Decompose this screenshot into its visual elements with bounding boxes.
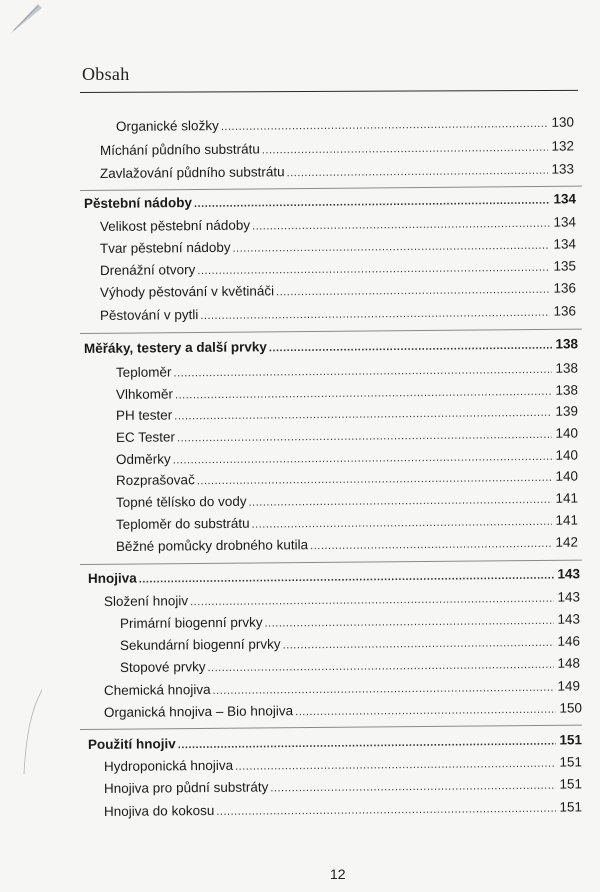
toc-entry-label: Odměrky bbox=[115, 451, 171, 467]
dot-leader bbox=[283, 634, 555, 655]
dot-leader bbox=[173, 361, 552, 383]
toc-entry-label: Teploměr bbox=[115, 364, 172, 380]
dot-leader bbox=[200, 304, 550, 325]
toc-entry-label: EC Tester bbox=[115, 429, 176, 445]
dot-leader bbox=[295, 701, 557, 722]
toc-section-page: 138 bbox=[555, 336, 579, 352]
dot-leader bbox=[262, 139, 549, 160]
toc-section-page: 151 bbox=[559, 732, 583, 748]
dot-leader bbox=[270, 777, 556, 798]
toc-entry-label: Topné tělísko do vody bbox=[115, 493, 247, 510]
toc-entry-label: Tvar pěstební nádoby bbox=[99, 239, 231, 256]
toc-entry-label: Zavlažování půdního substrátu bbox=[99, 164, 285, 181]
toc-entry-page: 143 bbox=[557, 611, 581, 627]
dot-leader bbox=[212, 679, 554, 700]
toc-entry-label: Sekundární biogenní prvky bbox=[119, 636, 281, 653]
toc-entry[interactable] bbox=[116, 360, 578, 383]
toc-entry-page: 138 bbox=[555, 382, 579, 398]
toc-entry[interactable] bbox=[104, 677, 580, 701]
dot-leader bbox=[276, 281, 551, 302]
toc-entry-label: Hnojiva do kokosu bbox=[103, 802, 215, 819]
toc-entry-page: 146 bbox=[557, 633, 581, 649]
toc-entry[interactable] bbox=[100, 257, 576, 281]
toc-entry-label: Běžné pomůcky drobného kutila bbox=[115, 537, 309, 554]
toc-entry[interactable] bbox=[104, 753, 582, 777]
toc-entry[interactable] bbox=[104, 699, 582, 723]
toc-entry-label: Pěstování v pytli bbox=[99, 307, 199, 323]
toc-entry-page: 133 bbox=[551, 161, 575, 177]
toc-entry-page: 139 bbox=[555, 403, 579, 419]
dot-leader bbox=[269, 337, 553, 358]
dot-leader bbox=[174, 404, 552, 426]
dot-leader bbox=[287, 162, 549, 183]
section-separator bbox=[80, 560, 582, 565]
toc-entry[interactable] bbox=[120, 611, 580, 634]
dot-leader bbox=[197, 469, 553, 490]
section-separator bbox=[80, 725, 582, 730]
toc-section[interactable] bbox=[84, 190, 576, 214]
toc-entry[interactable] bbox=[116, 447, 578, 470]
toc-section-label: Použití hnojiv bbox=[87, 736, 176, 752]
dot-leader bbox=[173, 448, 553, 470]
toc-section[interactable] bbox=[84, 335, 578, 359]
toc-entry-page: 148 bbox=[557, 655, 581, 671]
toc-entry[interactable] bbox=[116, 490, 578, 513]
toc-entry[interactable] bbox=[120, 633, 580, 656]
toc-entry-label: Velikost pěstební nádoby bbox=[99, 217, 251, 234]
toc-entry-label: Drenážní otvory bbox=[99, 262, 196, 278]
dot-leader bbox=[139, 567, 555, 589]
toc-entry[interactable] bbox=[116, 114, 574, 137]
toc-entry-page: 141 bbox=[555, 512, 579, 528]
dot-leader bbox=[221, 115, 549, 136]
dot-leader bbox=[264, 612, 554, 633]
toc-entry[interactable] bbox=[116, 468, 578, 491]
toc-entry-page: 151 bbox=[559, 776, 583, 792]
toc-entry[interactable] bbox=[104, 798, 582, 822]
toc-section-page: 143 bbox=[557, 566, 581, 582]
toc-entry-page: 138 bbox=[555, 360, 579, 376]
dot-leader bbox=[249, 491, 553, 512]
toc-entry-page: 151 bbox=[559, 799, 583, 815]
toc-entry[interactable] bbox=[116, 512, 578, 535]
dot-leader bbox=[194, 192, 551, 213]
dot-leader bbox=[177, 426, 553, 448]
toc-entry-label: Míchání půdního substrátu bbox=[99, 141, 260, 158]
toc-entry-label: Teploměr do substrátu bbox=[115, 515, 250, 532]
page-number: 12 bbox=[330, 866, 346, 882]
dot-leader bbox=[175, 383, 553, 405]
toc-section[interactable] bbox=[88, 731, 582, 755]
toc-entry-page: 143 bbox=[557, 589, 581, 605]
toc-entry-label: Organická hnojiva – Bio hnojiva bbox=[103, 703, 294, 720]
toc-entry-label: Hydroponická hnojiva bbox=[103, 757, 234, 774]
toc-entry-label: Rozprašovač bbox=[115, 472, 195, 488]
toc-entry-label: Organické složky bbox=[115, 118, 219, 134]
toc-entry-page: 134 bbox=[553, 236, 577, 252]
toc-entry-page: 136 bbox=[553, 303, 577, 319]
toc-section-label: Pěstební nádoby bbox=[83, 194, 193, 211]
toc-entry[interactable] bbox=[116, 425, 578, 448]
toc-entry-page: 149 bbox=[557, 678, 581, 694]
dot-leader bbox=[207, 656, 554, 677]
dot-leader bbox=[310, 535, 553, 555]
toc-entry[interactable] bbox=[116, 403, 578, 426]
toc-entry-label: Hnojiva pro půdní substráty bbox=[103, 779, 269, 796]
toc-entry[interactable] bbox=[100, 213, 576, 237]
toc-entry-label: Stopové prvky bbox=[119, 659, 206, 675]
toc-entry-page: 134 bbox=[553, 214, 577, 230]
toc-entry-label: Chemická hnojiva bbox=[103, 681, 211, 698]
dot-leader bbox=[251, 513, 552, 534]
toc-entry[interactable] bbox=[116, 534, 578, 557]
toc-entry[interactable] bbox=[100, 302, 576, 326]
toc-entry-page: 135 bbox=[553, 258, 577, 274]
dot-leader bbox=[197, 259, 550, 280]
section-separator bbox=[80, 329, 582, 334]
toc-entry-label: Výhody pěstování v květináči bbox=[99, 283, 275, 300]
toc-entry[interactable] bbox=[104, 588, 580, 612]
toc-entry[interactable] bbox=[100, 137, 574, 161]
toc-section-label: Měřáky, testery a další prvky bbox=[83, 339, 267, 356]
toc-entry[interactable] bbox=[100, 279, 576, 303]
toc-entry-page: 141 bbox=[555, 490, 579, 506]
dot-leader bbox=[252, 215, 551, 236]
toc-section[interactable] bbox=[88, 565, 580, 589]
toc-entry[interactable] bbox=[120, 655, 580, 678]
toc-entry-page: 130 bbox=[551, 114, 575, 130]
dot-leader bbox=[233, 237, 551, 258]
toc-entry-page: 140 bbox=[555, 468, 579, 484]
toc-entry-page: 140 bbox=[555, 447, 579, 463]
dot-leader bbox=[235, 755, 557, 776]
page-header-title: Obsah bbox=[82, 64, 130, 84]
toc-entry-label: Vlhkoměr bbox=[115, 386, 174, 402]
dot-leader bbox=[216, 800, 556, 821]
toc-entry-page: 136 bbox=[553, 280, 577, 296]
dot-leader bbox=[178, 733, 557, 755]
toc-entry-page: 151 bbox=[559, 754, 583, 770]
toc-entry[interactable] bbox=[100, 160, 574, 184]
toc-entry-label: PH tester bbox=[115, 407, 173, 423]
toc-entry-label: Složení hnojiv bbox=[103, 593, 189, 609]
toc-section-label: Hnojiva bbox=[87, 570, 137, 586]
toc-entry-label: Primární biogenní prvky bbox=[119, 614, 263, 631]
dot-leader bbox=[190, 590, 555, 611]
toc-entry[interactable] bbox=[100, 235, 576, 259]
toc-entry-page: 150 bbox=[559, 700, 583, 716]
toc-entry-page: 140 bbox=[555, 425, 579, 441]
toc-entry[interactable] bbox=[104, 775, 582, 799]
toc-entry-page: 132 bbox=[551, 138, 575, 154]
toc-entry-page: 142 bbox=[555, 534, 579, 550]
toc-section-page: 134 bbox=[553, 191, 577, 207]
toc-entry[interactable] bbox=[116, 382, 578, 405]
